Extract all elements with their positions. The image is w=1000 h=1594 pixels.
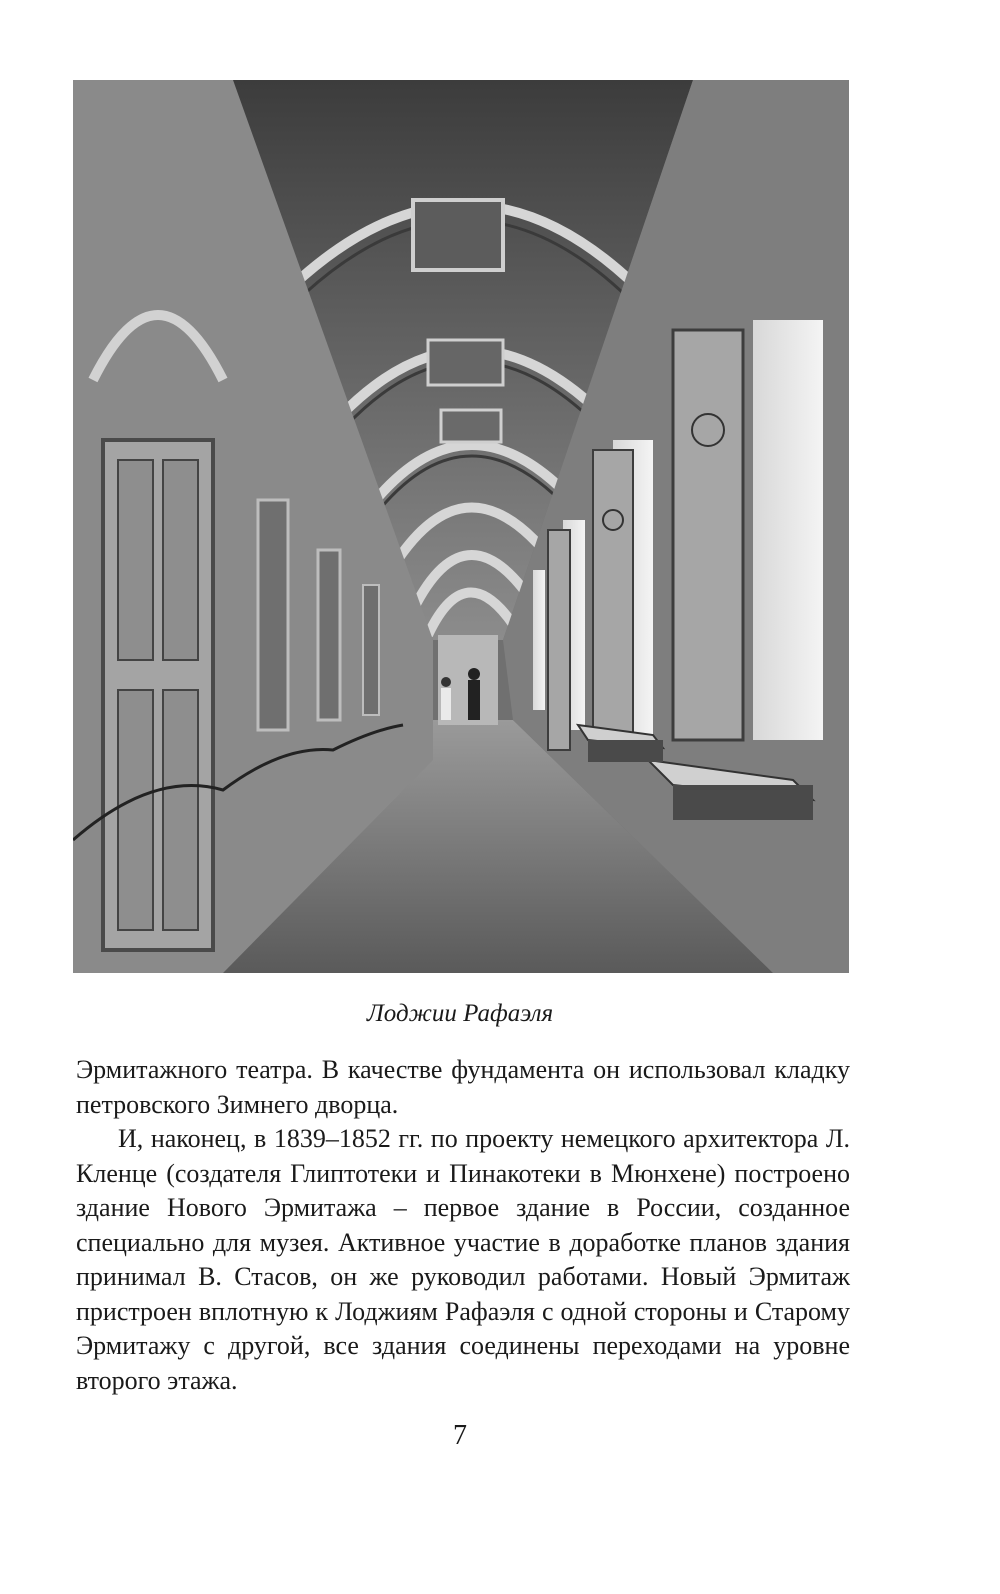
- body-text: [76, 1053, 850, 1398]
- loggia-photo: [73, 80, 849, 973]
- page-number: 7: [453, 1420, 467, 1451]
- corridor-illustration: [73, 80, 849, 973]
- figure-caption: Лоджии Рафаэля: [366, 1000, 554, 1027]
- paragraph: И, наконец, в 1839–1852 гг. по проекту немецкого архитектора Л. Кленце (создателя Глиптотеки и Пинакотеки в Мюнхене) построено здание Нового Эрмитажа – первое здание в России, созданное специально для музея. Активное участие в доработке планов здания принимал В. Стасов, он же руководил работами. Новый Эрмитаж пристроен вплотную к Лоджиям Рафаэля с одной стороны и Старому Эрмитажу с другой, все здания соединены переходами на уровне второго этажа.: [76, 1124, 850, 1395]
- paragraph: Эрмитажного театра. В качестве фундамента он использовал кладку петровского Зимнего дворца.: [76, 1055, 850, 1119]
